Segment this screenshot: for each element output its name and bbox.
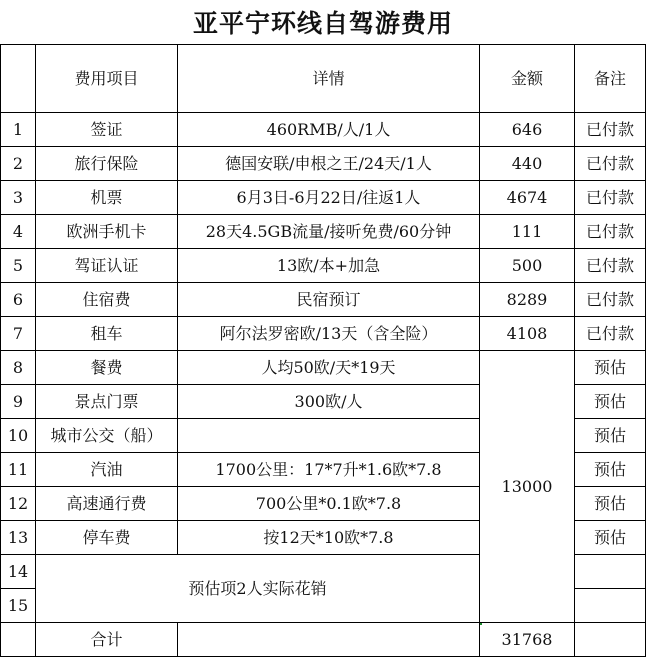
table-row	[1, 147, 646, 181]
detail-cell[interactable]: 6月3日-6月22日/往返1人	[178, 181, 480, 215]
header-row	[1, 45, 646, 113]
note-cell[interactable]: 已付款	[575, 147, 646, 181]
note-cell[interactable]: 预估	[575, 487, 646, 521]
row-index-cell[interactable]: 1	[1, 113, 36, 147]
amount-cell[interactable]: 4674	[480, 181, 575, 215]
detail-cell[interactable]: 460RMB/人/1人	[178, 113, 480, 147]
total-detail-cell[interactable]	[178, 623, 480, 657]
item-cell[interactable]: 城市公交（船）	[36, 419, 178, 453]
row-index-cell[interactable]: 12	[1, 487, 36, 521]
table-row	[1, 317, 646, 351]
note-cell[interactable]: 预估	[575, 521, 646, 555]
row-index-cell[interactable]: 11	[1, 453, 36, 487]
table-row	[1, 283, 646, 317]
detail-cell[interactable]: 300欧/人	[178, 385, 480, 419]
row-index-cell[interactable]: 14	[1, 555, 36, 589]
estimate-total-cell[interactable]: 13000	[480, 351, 575, 623]
detail-cell[interactable]: 人均50欧/天*19天	[178, 351, 480, 385]
row-index-cell[interactable]: 5	[1, 249, 36, 283]
note-cell[interactable]: 已付款	[575, 283, 646, 317]
item-cell[interactable]: 景点门票	[36, 385, 178, 419]
row-index-cell[interactable]: 15	[1, 589, 36, 623]
row-index-cell[interactable]: 10	[1, 419, 36, 453]
detail-cell[interactable]: 民宿预订	[178, 283, 480, 317]
total-note-cell[interactable]	[575, 623, 646, 657]
total-label-cell[interactable]: 合计	[36, 623, 178, 657]
row-index-cell[interactable]: 3	[1, 181, 36, 215]
detail-cell[interactable]: 德国安联/申根之王/24天/1人	[178, 147, 480, 181]
estimate-note-cell[interactable]: 预估项2人实际花销	[36, 555, 480, 623]
table-row	[1, 351, 646, 385]
header-index-cell[interactable]	[1, 45, 36, 113]
expense-table	[0, 44, 646, 657]
header-note-cell[interactable]: 备注	[575, 45, 646, 113]
table-row	[1, 215, 646, 249]
detail-cell[interactable]: 阿尔法罗密欧/13天（含全险）	[178, 317, 480, 351]
item-cell[interactable]: 餐费	[36, 351, 178, 385]
note-cell[interactable]	[575, 555, 646, 589]
item-cell[interactable]: 租车	[36, 317, 178, 351]
amount-cell[interactable]: 440	[480, 147, 575, 181]
row-index-cell[interactable]: 6	[1, 283, 36, 317]
total-amount-cell[interactable]: 31768	[480, 623, 575, 657]
amount-cell[interactable]: 646	[480, 113, 575, 147]
header-item-cell[interactable]: 费用项目	[36, 45, 178, 113]
detail-cell[interactable]: 13欧/本+加急	[178, 249, 480, 283]
detail-cell[interactable]: 28天4.5GB流量/接听免费/60分钟	[178, 215, 480, 249]
header-detail-cell[interactable]: 详情	[178, 45, 480, 113]
note-cell[interactable]: 已付款	[575, 249, 646, 283]
item-cell[interactable]: 住宿费	[36, 283, 178, 317]
item-cell[interactable]: 欧洲手机卡	[36, 215, 178, 249]
amount-cell[interactable]: 4108	[480, 317, 575, 351]
row-index-cell[interactable]: 4	[1, 215, 36, 249]
header-amount-cell[interactable]: 金额	[480, 45, 575, 113]
item-cell[interactable]: 停车费	[36, 521, 178, 555]
item-cell[interactable]: 驾证认证	[36, 249, 178, 283]
item-cell[interactable]: 旅行保险	[36, 147, 178, 181]
sheet-title: 亚平宁环线自驾游费用	[192, 9, 453, 38]
item-cell[interactable]: 高速通行费	[36, 487, 178, 521]
note-cell[interactable]: 预估	[575, 419, 646, 453]
table-row	[1, 113, 646, 147]
amount-cell[interactable]: 8289	[480, 283, 575, 317]
detail-cell[interactable]: 1700公里：17*7升*1.6欧*7.8	[178, 453, 480, 487]
note-cell[interactable]: 预估	[575, 351, 646, 385]
row-index-cell[interactable]: 9	[1, 385, 36, 419]
item-cell[interactable]: 汽油	[36, 453, 178, 487]
row-index-cell[interactable]	[1, 623, 36, 657]
row-index-cell[interactable]: 8	[1, 351, 36, 385]
total-row	[1, 623, 646, 657]
note-cell[interactable]: 已付款	[575, 215, 646, 249]
row-index-cell[interactable]: 7	[1, 317, 36, 351]
note-cell[interactable]: 已付款	[575, 113, 646, 147]
table-row	[1, 181, 646, 215]
note-cell[interactable]: 已付款	[575, 181, 646, 215]
item-cell[interactable]: 机票	[36, 181, 178, 215]
row-index-cell[interactable]: 2	[1, 147, 36, 181]
item-cell[interactable]: 签证	[36, 113, 178, 147]
detail-cell[interactable]: 按12天*10欧*7.8	[178, 521, 480, 555]
amount-cell[interactable]: 111	[480, 215, 575, 249]
note-cell[interactable]: 预估	[575, 385, 646, 419]
note-cell[interactable]	[575, 589, 646, 623]
detail-cell[interactable]: 700公里*0.1欧*7.8	[178, 487, 480, 521]
table-row	[1, 249, 646, 283]
row-index-cell[interactable]: 13	[1, 521, 36, 555]
amount-cell[interactable]: 500	[480, 249, 575, 283]
note-cell[interactable]: 预估	[575, 453, 646, 487]
note-cell[interactable]: 已付款	[575, 317, 646, 351]
detail-cell[interactable]	[178, 419, 480, 453]
